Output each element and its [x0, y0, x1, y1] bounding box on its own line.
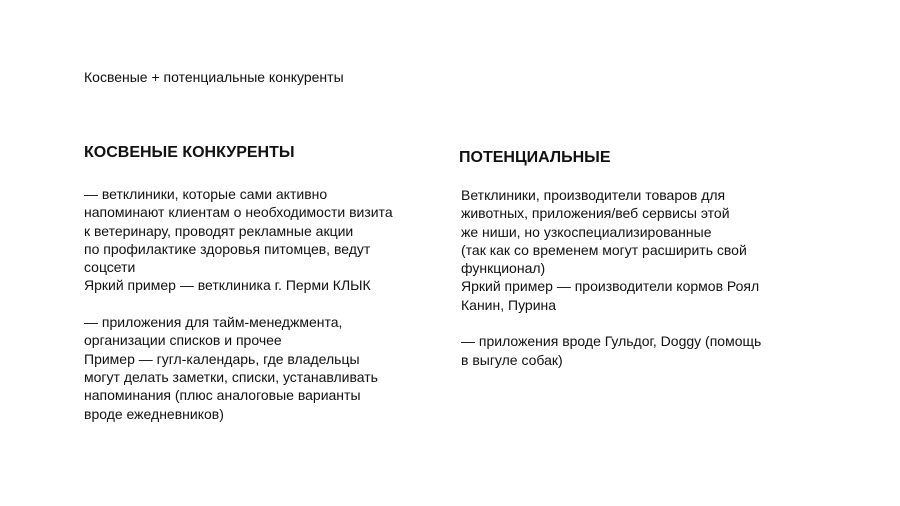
text-line: напоминают клиентам о необходимости визита [84, 204, 393, 221]
indirect-competitors-column [84, 143, 454, 423]
text-line: вроде ежедневников) [84, 405, 224, 422]
text-line: напоминания (плюс аналоговые варианты [84, 387, 361, 404]
indirect-competitors-heading: КОСВЕНЫЕ КОНКУРЕНТЫ [84, 144, 295, 161]
potential-competitors-heading: ПОТЕНЦИАЛЬНЫЕ [459, 149, 611, 166]
potential-competitors-text [459, 186, 829, 369]
text-line: животных, приложения/веб сервисы этой [461, 205, 730, 222]
text-line: — ветклиники, которые сами активно [84, 186, 328, 202]
text-line: же ниши, но узкоспециализированные [461, 223, 712, 240]
text-line: Пример — гугл-календарь, где владельцы [84, 350, 360, 367]
slide-title: Косвеные + потенциальные конкуренты [84, 69, 344, 85]
indirect-competitors-text [84, 185, 454, 423]
potential-competitors-column [459, 148, 829, 369]
text-line: функционал) [461, 260, 546, 277]
text-line: организации списков и прочее [84, 332, 282, 349]
text-line: в выгуле собак) [461, 351, 563, 368]
paragraph-spacer [461, 314, 829, 332]
text-line: Яркий пример — ветклиника г. Перми КЛЫК [84, 277, 371, 294]
text-line: (так как со временем могут расширить свой [461, 241, 747, 258]
text-line: соцсети [84, 259, 136, 276]
text-line: могут делать заметки, списки, устанавливать [84, 368, 378, 385]
text-line: — приложения для тайм-менеджмента, [84, 314, 343, 331]
text-line: — приложения вроде Гульдог, Doggy (помощь [461, 333, 762, 350]
text-line: Канин, Пурина [461, 296, 557, 313]
text-line: к ветеринару, проводят рекламные акции [84, 222, 354, 239]
text-line: Яркий пример — производители кормов Роял [461, 278, 760, 295]
text-line: Ветклиники, производители товаров для [461, 187, 726, 203]
text-line: по профилактике здоровья питомцев, ведут [84, 240, 371, 257]
paragraph-spacer [84, 295, 454, 313]
